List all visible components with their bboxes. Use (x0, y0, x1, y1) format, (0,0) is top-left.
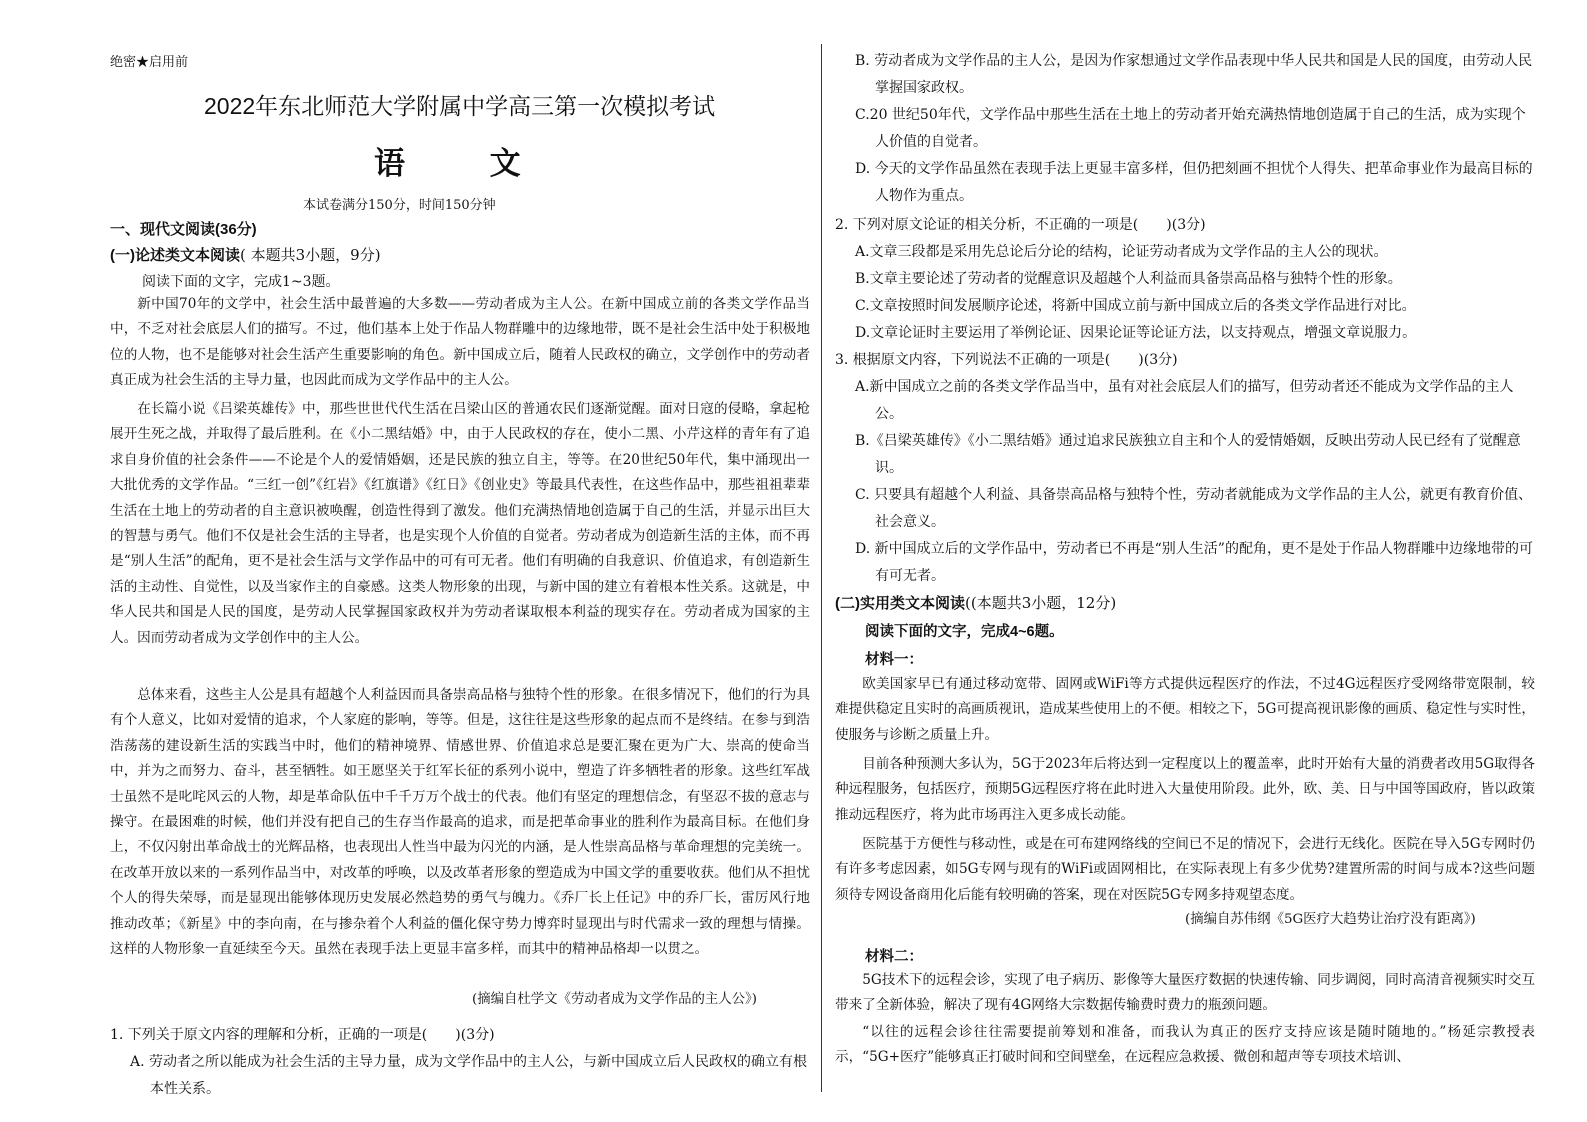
material1-source: (摘编自苏伟纲《5G医疗大趋势让治疗没有距离》) (1185, 912, 1476, 927)
question-1-option-c[interactable]: C.20 世纪50年代，文学作品中那些生活在土地上的劳动者开始充满热情地创造属于自己的生活，成为实现个人价值的自觉者。 (855, 107, 1526, 150)
question-3 (835, 347, 1535, 590)
part1-heading (110, 244, 381, 265)
question-3-stem: 3. 根据原文内容，下列说法不正确的一项是( )(3分) (835, 352, 1178, 368)
material1-label: 材料一： (865, 652, 923, 668)
passage-source: (摘编自杜学文《劳动者成为文学作品的主人公》) (472, 992, 757, 1007)
question-2-option-b[interactable]: B.文章主要论述了劳动者的觉醒意识及超越个人利益而具备崇高品格与独特个性的形象。 (855, 271, 1402, 287)
question-3-option-a[interactable]: A.新中国成立之前的各类文学作品当中，虽有对社会底层人们的描写，但劳动者还不能成为文学作品的主人公。 (855, 379, 1514, 422)
question-3-option-d[interactable]: D. 新中国成立后的文学作品中，劳动者已不再是“别人生活”的配角，更不是处于作品人物群雕中边缘地带的可有可无者。 (855, 541, 1533, 584)
question-1-continued (835, 48, 1535, 210)
exam-title: 2022年东北师范大学附属中学高三第一次模拟考试 (204, 93, 716, 119)
column-divider (821, 44, 822, 1092)
question-1-stem: 1. 下列关于原文内容的理解和分析，正确的一项是( )(3分) (110, 1027, 495, 1043)
material2-label: 材料二： (865, 949, 923, 965)
material2-paragraph-2: “以往的远程会诊往往需要提前筹划和准备，而我认为真正的医疗支持应该是随时随地的。”杨延宗教授表示，“5G+医疗”能够真正打破时间和空间壁垒，在远程应急救援、微创和超声等专项技术培训、 (835, 1024, 1535, 1066)
question-2-option-a[interactable]: A.文章三段都是采用先总论后分论的结构，论证劳动者成为文学作品的主人公的现状。 (855, 244, 1388, 260)
material2-paragraph-1: 5G技术下的远程会诊，实现了电子病历、影像等大量医疗数据的快速传输、同步调阅，同时高清音视频实时交互带来了全新体验，解决了现有4G网络大宗数据传输费时费力的瓶颈问题。 (835, 972, 1535, 1014)
subject-title: 语 文 (374, 146, 559, 181)
exam-info: 本试卷满分150分，时间150分钟 (303, 198, 496, 213)
question-1-option-b[interactable]: B. 劳动者成为文学作品的主人公，是因为作家想通过文学作品表现中华人民共和国是人民的国度，由劳动人民掌握国家政权。 (855, 53, 1533, 96)
part2-label: (二)实用类文本阅读 (835, 595, 965, 612)
question-1 (110, 1022, 810, 1103)
material1-paragraph-2: 目前各种预测大多认为，5G于2023年后将达到一定程度以上的覆盖率，此时开始有大量的消费者改用5G取得各种远程服务，包括医疗，预期5G远程医疗将在此时进入大量使用阶段。此外，欧、美、日与中国等国政府，皆以政策推动远程医疗，将为此市场再注入更多成长动能。 (835, 756, 1535, 823)
question-1-option-d[interactable]: D. 今天的文学作品虽然在表现手法上更显丰富多样，但仍把刻画不担忧个人得失、把革命事业作为最高目标的人物作为重点。 (855, 161, 1533, 204)
passage-paragraph-3: 总体来看，这些主人公是具有超越个人利益因而具备崇高品格与独特个性的形象。在很多情况下，他们的行为具有个人意义，比如对爱情的追求，个人家庭的影响，等等。但是，这往往是这些形象的起点而不是终结。在参与到浩浩荡荡的建设新生活的实践当中时，他们的精神境界、情感世界、价值追求总是要汇聚在更为广大、崇高的使命当中，并为之而努力、奋斗，甚至牺牲。如王愿坚关于红军长征的系列小说中，塑造了许多牺牲者的形象。这些红军战士虽然不是叱咤风云的人物，却是革命队伍中千千万万个战士的代表。他们有坚定的理想信念，有坚忍不拔的意志与操守。在最困难的时候，他们并没有把自己的生存当作最高的追求，而是把革命事业的胜利作为最高目标。在他们身上，不仅闪射出革命战士的光辉品格，也表现出人性当中最为闪光的内涵，是人性崇高品格与革命理想的完美统一。在改革开放以来的一系列作品当中，对改革的呼唤，以及改革者形象的塑造成为中国文学的重要收获。他们从不担忧个人的得失荣辱，而是显现出能够体现历史发展必然趋势的勇气与魄力。《乔厂长上任记》中的乔厂长，雷厉风行地推动改革；《新星》中的李向南，在与掺杂着个人利益的僵化保守势力博弈时显现出与时代需求一致的理想与情操。这样的人物形象一直延续至今天。虽然在表现手法上更显丰富多样，而其中的精神品格却一以贯之。 (110, 687, 810, 958)
question-2-stem: 2. 下列对原文论证的相关分析，不正确的一项是( )(3分) (835, 217, 1206, 233)
part1-label: (一)论述类文本阅读 (110, 247, 240, 264)
question-2-option-d[interactable]: D.文章论证时主要运用了举例论证、因果论证等论证方法，以支持观点，增强文章说服力。 (855, 325, 1417, 341)
secret-mark: 绝密★启用前 (110, 55, 189, 70)
part1-note: ( 本题共3小题，9分) (240, 246, 381, 264)
part2-note: ((本题共3小题，12分) (965, 594, 1117, 612)
question-3-option-c[interactable]: C. 只要具有超越个人利益、具备崇高品格与独特个性，劳动者就能成为文学作品的主人公，就更有教育价值、社会意义。 (855, 487, 1533, 530)
question-2-option-c[interactable]: C.文章按照时间发展顺序论述，将新中国成立前与新中国成立后的各类文学作品进行对比。 (855, 298, 1416, 314)
passage-paragraph-2: 在长篇小说《吕梁英雄传》中，那些世世代代生活在吕梁山区的普通农民们逐渐觉醒。面对日寇的侵略，拿起枪展开生死之战，并取得了最后胜利。在《小二黑结婚》中，由于人民政权的存在，使小二黑、小芹这样的青年有了追求自身价值的社会条件——不论是个人的爱情婚姻，还是民族的独立自主，等等。在20世纪50年代，集中涌现出一大批优秀的文学作品。“三红一创”《红岩》《红旗谱》《红日》《创业史》等最具代表性，在这些作品中，那些祖祖辈辈生活在土地上的劳动者的自主意识被唤醒，创造性得到了激发。他们充满热情地创造属于自己的生活，并显示出巨大的智慧与勇气。他们不仅是社会生活的主导者，也是实现个人价值的自觉者。劳动者成为创造新生活的主体，而不再是“别人生活”的配角，更不是社会生活与文学作品中的可有可无者。他们有明确的自我意识、价值追求，有创造新生活的主动性、自觉性，以及当家作主的自豪感。这类人物形象的出现，与新中国的建立有着根本性关系。这就是，中华人民共和国是人民的国度，是劳动人民掌握国家政权并为劳动者谋取根本利益的现实存在。劳动者成为国家的主人。因而劳动者成为文学创作中的主人公。 (110, 401, 810, 646)
question-3-option-b[interactable]: B.《吕梁英雄传》《小二黑结婚》通过追求民族独立自主和个人的爱情婚姻，反映出劳动人民已经有了觉醒意识。 (855, 433, 1521, 476)
material1-paragraph-1: 欧美国家早已有通过移动宽带、固网或WiFi等方式提供远程医疗的作法，不过4G远程医疗受网络带宽限制，较难提供稳定且实时的高画质视讯，造成某些使用上的不便。相较之下，5G可提高视讯影像的画质、稳定性与实时性，使服务与诊断之质量上升。 (835, 676, 1535, 743)
passage-paragraph-1: 新中国70年的文学中，社会生活中最普遍的大多数——劳动者成为主人公。在新中国成立前的各类文学作品当中，不乏对社会底层人们的描写。不过，他们基本上处于作品人物群雕中的边缘地带，既不是社会生活中处于积极地位的人物，也不是能够对社会生活产生重要影响的角色。新中国成立后，随着人民政权的确立，文学创作中的劳动者真正成为社会生活的主导力量，也因此而成为文学作品中的主人公。 (110, 296, 810, 389)
part2-instruction: 阅读下面的文字，完成4~6题。 (865, 624, 1064, 640)
part2-heading (835, 592, 1116, 613)
reading-instruction: 阅读下面的文字，完成1~3题。 (142, 274, 340, 290)
section-heading: 一、现代文阅读(36分) (110, 221, 257, 238)
question-1-option-a[interactable]: A. 劳动者之所以能成为社会生活的主导力量，成为文学作品中的主人公，与新中国成立后人民政权的确立有根本性关系。 (130, 1054, 808, 1097)
question-2 (835, 212, 1535, 347)
material1-paragraph-3: 医院基于方便性与移动性，或是在可布建网络线的空间已不足的情况下，会进行无线化。医院在导入5G专网时仍有许多考虑因素，如5G专网与现有的WiFi或固网相比，在实际表现上有多少优势?建置所需的时间与成本?这些问题须待专网设备商用化后能有较明确的答案，现在对医院5G专网多持观望态度。 (835, 836, 1535, 903)
